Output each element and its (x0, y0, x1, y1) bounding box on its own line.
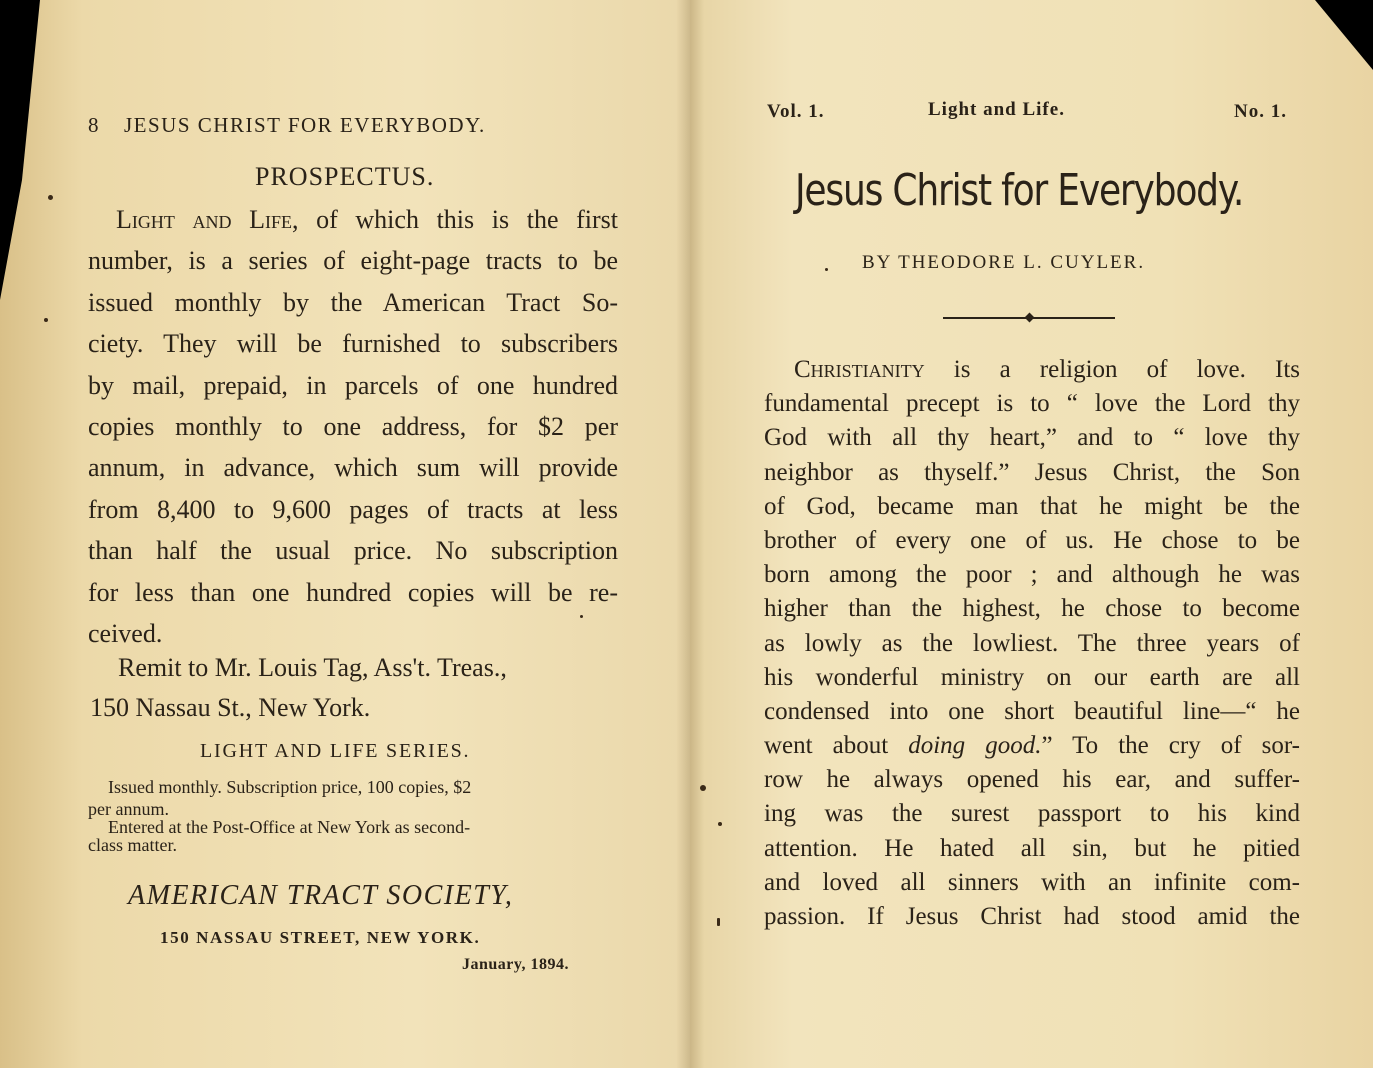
body-line: row he always opened his ear, and suffer- (764, 766, 1300, 794)
body-line: brother of every one of us. He chose to be (764, 526, 1300, 554)
prospectus-line: ciety. They will be furnished to subscribers (88, 329, 618, 359)
prospectus-text (88, 199, 618, 654)
body-line: and loved all sinners with an infinite com- (764, 868, 1300, 896)
tract-title: Jesus Christ for Everybody. (795, 165, 1244, 216)
opening-word-smallcaps: Christianity (794, 356, 925, 383)
prospectus-line: number, is a series of eight-page tracts to be (88, 246, 618, 276)
prospectus-line: Light and Life, of which this is the first (116, 205, 618, 234)
body-line: ing was the surest passport to his kind (764, 800, 1300, 828)
body-line: God with all thy heart,” and to “ love thy (764, 424, 1300, 452)
body-line: attention. He hated all sin, but he pitied (764, 834, 1300, 862)
issued-line: Entered at the Post-Office at New York as second- (108, 817, 471, 837)
paper-speck (700, 785, 706, 791)
prospectus-line: copies monthly to one address, for $2 per (88, 411, 618, 441)
tract-author: BY THEODORE L. CUYLER. (862, 252, 1146, 273)
body-line: as lowly as the lowliest. The three years of (764, 629, 1300, 657)
publisher-name: AMERICAN TRACT SOCIETY, (128, 880, 514, 911)
remit-address: 150 Nassau St., New York. (90, 693, 371, 722)
body-line: his wonderful ministry on our earth are all (764, 663, 1300, 691)
series-label: Light and Life. (928, 99, 1065, 120)
remit-line: Remit to Mr. Louis Tag, Ass't. Treas., (118, 653, 507, 682)
page-gutter (676, 0, 704, 1068)
issued-line: Issued monthly. Subscription price, 100 copies, $2 (108, 777, 472, 797)
paper-speck (48, 195, 53, 200)
body-line: of God, became man that he might be the (764, 492, 1300, 520)
prospectus-line: from 8,400 to 9,600 pages of tracts at less (88, 494, 618, 524)
body-line: fundamental precept is to “ love the Lord thy (764, 390, 1300, 418)
prospectus-line: ceived. (88, 618, 163, 648)
issued-line: per annum. (88, 799, 169, 819)
issue-number: No. 1. (1234, 101, 1287, 122)
paper-speck (717, 918, 720, 926)
paper-speck (44, 318, 48, 322)
prospectus-line: by mail, prepaid, in parcels of one hundred (88, 370, 618, 400)
volume-label: Vol. 1. (767, 101, 825, 122)
body-line: passion. If Jesus Christ had stood amid the (764, 903, 1300, 930)
body-line: went about doing good.” To the cry of sor- (764, 732, 1301, 760)
body-line: neighbor as thyself.” Jesus Christ, the Son (764, 458, 1300, 486)
body-line: higher than the highest, he chose to become (764, 595, 1300, 623)
paper-speck (718, 822, 722, 826)
tract-body-text (764, 353, 1300, 934)
publisher-address: 150 NASSAU STREET, NEW YORK. (160, 928, 481, 947)
prospectus-heading: PROSPECTUS. (255, 162, 435, 191)
prospectus-line: than half the usual price. No subscription (88, 536, 618, 566)
series-name-smallcaps: Light and Life (116, 205, 292, 234)
body-line: Christianity is a religion of love. Its (794, 356, 1300, 383)
page-number: 8 (88, 113, 100, 137)
prospectus-line: annum, in advance, which sum will provide (88, 453, 618, 483)
paper-speck (825, 268, 828, 271)
body-line: born among the poor ; and although he was (764, 561, 1300, 589)
remit-block (90, 648, 507, 728)
italic-phrase: doing good. (908, 732, 1042, 760)
series-title: LIGHT AND LIFE SERIES. (200, 740, 471, 762)
left-running-header (88, 113, 486, 138)
issued-notice (88, 778, 620, 854)
issued-line: class matter. (88, 835, 177, 855)
prospectus-line: for less than one hundred copies will be re- (88, 577, 618, 607)
prospectus-line: issued monthly by the American Tract So- (88, 287, 618, 317)
body-line: condensed into one short beautiful line—“ he (764, 697, 1300, 725)
running-title: JESUS CHRIST FOR EVERYBODY. (124, 113, 486, 137)
publication-date: January, 1894. (462, 956, 570, 973)
paper-speck (580, 615, 583, 618)
